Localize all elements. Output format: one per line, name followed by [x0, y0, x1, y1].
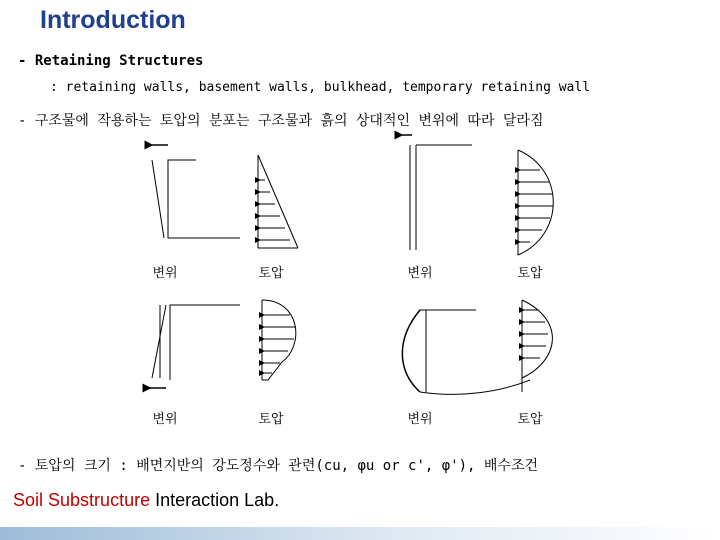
diagram-bottom-left — [150, 300, 296, 388]
diagram-bottom-right — [402, 300, 552, 394]
bullet-retaining-structures-detail: : retaining walls, basement walls, bulkhead, temporary retaining wall — [50, 80, 591, 95]
bullet-retaining-structures: - Retaining Structures — [18, 53, 204, 69]
footer-word-soil: Soil — [13, 490, 44, 510]
bottom-decorative-band — [0, 527, 720, 540]
footer-word-interaction-lab: Interaction Lab. — [155, 490, 280, 510]
caption-top-right-pressure: 토압 — [517, 266, 543, 281]
caption-top-left-pressure: 토압 — [258, 266, 284, 281]
footer-lab-name — [13, 490, 279, 511]
caption-bottom-left-pressure: 토압 — [258, 412, 284, 427]
diagram-top-left — [152, 145, 298, 248]
caption-top-left-displacement: 변위 — [152, 266, 178, 281]
footer-word-substructure: Substructure — [48, 490, 151, 510]
bullet-pressure-magnitude: - 토압의 크기 : 배면지반의 강도정수와 관련(cu, φu or c', φ'), 배수조건 — [18, 458, 539, 474]
page-title: Introduction — [40, 6, 186, 34]
bullet-pressure-distribution: - 구조물에 작용하는 토압의 분포는 구조물과 흙의 상대적인 변위에 따라 달라짐 — [18, 113, 544, 129]
caption-top-right-displacement: 변위 — [407, 266, 433, 281]
caption-bottom-left-displacement: 변위 — [152, 412, 178, 427]
caption-bottom-right-pressure: 토압 — [517, 412, 543, 427]
caption-bottom-right-displacement: 변위 — [407, 412, 433, 427]
diagram-top-right — [402, 135, 553, 255]
